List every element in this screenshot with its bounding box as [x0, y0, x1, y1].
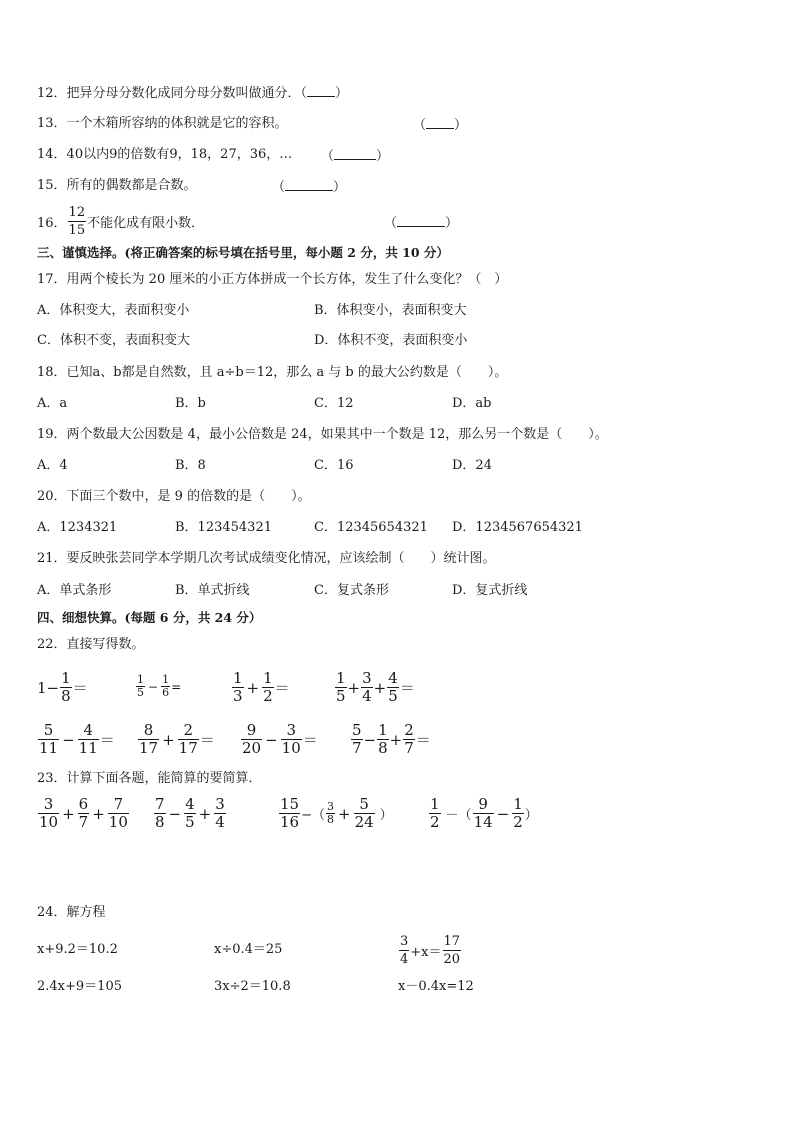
question-15-blank[interactable]: （ ） — [272, 180, 347, 195]
q19-option-a[interactable]: A．4 — [37, 458, 68, 473]
question-14-blank[interactable]: （ ） — [321, 149, 390, 164]
fraction: $\frac{6}{7}$ — [78, 795, 89, 831]
question-20: 20．下面三个数中，是 9 的倍数的是（ ）。 — [37, 489, 311, 504]
question-15-text: 15．所有的偶数都是合数。 — [37, 178, 197, 193]
equation-5: 3x÷2＝10.8 — [214, 979, 291, 994]
q20-option-c[interactable]: C．12345654321 — [314, 520, 428, 535]
question-15 — [37, 178, 197, 194]
q19-option-b[interactable]: B．8 — [175, 458, 206, 473]
question-18: 18．已知a、b都是自然数，且 a÷b＝12，那么 a 与 b 的最大公约数是（ ）。 — [37, 365, 508, 380]
q18-option-d[interactable]: D．ab — [452, 396, 492, 411]
question-21: 21．要反映张芸同学本学期几次考试成绩变化情况，应该绘制（ ）统计图。 — [37, 551, 496, 566]
q22-expr-5: $\frac{5}{11}$ − $\frac{4}{11}$ ＝ — [39, 721, 115, 757]
fraction: $\frac{1}{2}$ — [263, 669, 273, 705]
answer-blank[interactable] — [307, 84, 335, 97]
q18-option-b[interactable]: B．b — [175, 396, 206, 411]
question-14 — [37, 147, 292, 163]
fraction: $\frac{3}{4}$ — [215, 795, 225, 831]
fraction: $\frac{1}{5}$ — [137, 673, 144, 699]
fraction: $\frac{15}{16}$ — [280, 795, 300, 831]
question-23: 23．计算下面各题，能简算的要简算． — [37, 771, 262, 786]
fraction: $\frac{2}{7}$ — [404, 721, 414, 757]
q17-option-a[interactable]: A．体积变大，表面积变小 — [37, 303, 190, 318]
q18-option-c[interactable]: C．12 — [314, 396, 354, 411]
fraction: $\frac{1}{5}$ — [336, 669, 346, 705]
fraction: $\frac{4}{5}$ — [185, 795, 195, 831]
section-4-heading: 四、细想快算。(每题 6 分，共 24 分） — [37, 610, 262, 625]
question-17: 17．用两个棱长为 20 厘米的小正方体拼成一个长方体，发生了什么变化？（ ） — [37, 272, 508, 287]
fraction: $\frac{2}{17}$ — [178, 721, 198, 757]
fraction: $\frac{3}{10}$ — [39, 795, 59, 831]
fraction: $\frac{4}{5}$ — [388, 669, 398, 705]
question-12: 12．把异分母分数化成同分母分数叫做通分．（ ） — [37, 86, 349, 101]
fraction: $\frac{1}{6}$ — [162, 673, 170, 699]
fraction: $\frac{4}{11}$ — [78, 721, 98, 757]
equation-1: x+9.2＝10.2 — [37, 942, 118, 957]
fraction: $\frac{9}{14}$ — [473, 795, 493, 831]
fraction: $\frac{3}{8}$ — [327, 800, 334, 826]
question-19: 19．两个数最大公因数是 4，最小公倍数是 24，如果其中一个数是 12，那么另一个数是（ ）。 — [37, 427, 608, 442]
q22-expr-3: $\frac{1}{3}$ + $\frac{1}{2}$ ＝ — [233, 669, 290, 705]
equation-3: $\frac{3}{4}$ +x＝ $\frac{17}{20}$ — [400, 934, 461, 967]
q21-option-a[interactable]: A．单式条形 — [37, 583, 112, 598]
q18-option-a[interactable]: A．a — [37, 396, 68, 411]
equation-4: 2.4x+9＝105 — [37, 979, 122, 994]
question-13-blank[interactable]: （ ） — [413, 118, 468, 133]
question-24: 24．解方程 — [37, 905, 106, 920]
fraction: $\frac{17}{20}$ — [443, 934, 461, 967]
fraction: $\frac{5}{11}$ — [39, 721, 59, 757]
fraction: $\frac{1}{2}$ — [430, 795, 440, 831]
section-3-heading: 三、谨慎选择。(将正确答案的标号填在括号里，每小题 2 分，共 10 分） — [37, 245, 449, 260]
fraction: $\frac{7}{8}$ — [155, 795, 165, 831]
fraction: $\frac{9}{20}$ — [242, 721, 262, 757]
q22-expr-6: $\frac{8}{17}$ + $\frac{2}{17}$ ＝ — [139, 721, 215, 757]
fraction: $\frac{12}{15}$ — [68, 205, 86, 238]
q17-option-d[interactable]: D．体积不变，表面积变小 — [314, 333, 468, 348]
question-16-blank[interactable]: （ ） — [384, 216, 459, 231]
fraction: $\frac{5}{7}$ — [352, 721, 362, 757]
fraction: $\frac{3}{4}$ — [400, 934, 409, 967]
fraction: $\frac{1}{8}$ — [378, 721, 388, 757]
fraction: $\frac{8}{17}$ — [139, 721, 159, 757]
fraction: $\frac{1}{8}$ — [61, 669, 71, 705]
q20-option-b[interactable]: B．123454321 — [175, 520, 272, 535]
equation-6: x－0.4x=12 — [398, 979, 474, 994]
question-16: 16． $\frac{12}{15}$ 不能化成有限小数． — [37, 205, 205, 238]
q21-option-d[interactable]: D．复式折线 — [452, 583, 528, 598]
q23-expr-2: $\frac{7}{8}$ − $\frac{4}{5}$ + $\frac{3}{4}$ — [155, 795, 225, 831]
question-13-text: 13．一个木箱所容纳的体积就是它的容积。 — [37, 116, 288, 131]
fraction: $\frac{5}{24}$ — [354, 795, 374, 831]
fraction: $\frac{7}{10}$ — [108, 795, 128, 831]
fraction: $\frac{3}{10}$ — [281, 721, 301, 757]
q20-option-d[interactable]: D．1234567654321 — [452, 520, 583, 535]
q22-expr-1: 1− $\frac{1}{8}$ ＝ — [37, 669, 88, 705]
fraction: $\frac{3}{4}$ — [362, 669, 372, 705]
question-12-text: 12．把异分母分数化成同分母分数叫做通分．（ — [37, 86, 308, 101]
q22-expr-4: $\frac{1}{5}$ + $\frac{3}{4}$ + $\frac{4}{5}$ ＝ — [336, 669, 415, 705]
fraction: $\frac{1}{2}$ — [513, 795, 523, 831]
fraction: $\frac{1}{3}$ — [233, 669, 243, 705]
q23-expr-4: $\frac{1}{2}$ －（ $\frac{9}{14}$ − $\frac{1}{2}$ ） — [430, 795, 538, 831]
q17-option-c[interactable]: C．体积不变，表面积变大 — [37, 333, 190, 348]
q17-option-b[interactable]: B．体积变小，表面积变大 — [314, 303, 467, 318]
equation-2: x÷0.4＝25 — [214, 942, 283, 957]
q19-option-d[interactable]: D．24 — [452, 458, 492, 473]
question-13 — [37, 116, 288, 132]
question-22: 22．直接写得数。 — [37, 637, 145, 652]
q23-expr-3: $\frac{15}{16}$ −（ $\frac{3}{8}$ + $\frac{5}{24}$ ） — [280, 795, 393, 831]
q22-expr-7: $\frac{9}{20}$ − $\frac{3}{10}$ ＝ — [242, 721, 318, 757]
q20-option-a[interactable]: A．1234321 — [37, 520, 118, 535]
q22-expr-2: $\frac{1}{5}$ − $\frac{1}{6}$ = — [137, 673, 182, 699]
q22-expr-8: $\frac{5}{7}$ − $\frac{1}{8}$ + $\frac{2}{7}$ ＝ — [352, 721, 431, 757]
q21-option-c[interactable]: C．复式条形 — [314, 583, 389, 598]
q19-option-c[interactable]: C．16 — [314, 458, 354, 473]
question-14-text: 14．40以内9的倍数有9，18，27，36，… — [37, 147, 293, 162]
q23-expr-1: $\frac{3}{10}$ + $\frac{6}{7}$ + $\frac{7}{10}$ — [39, 795, 128, 831]
q21-option-b[interactable]: B．单式折线 — [175, 583, 250, 598]
